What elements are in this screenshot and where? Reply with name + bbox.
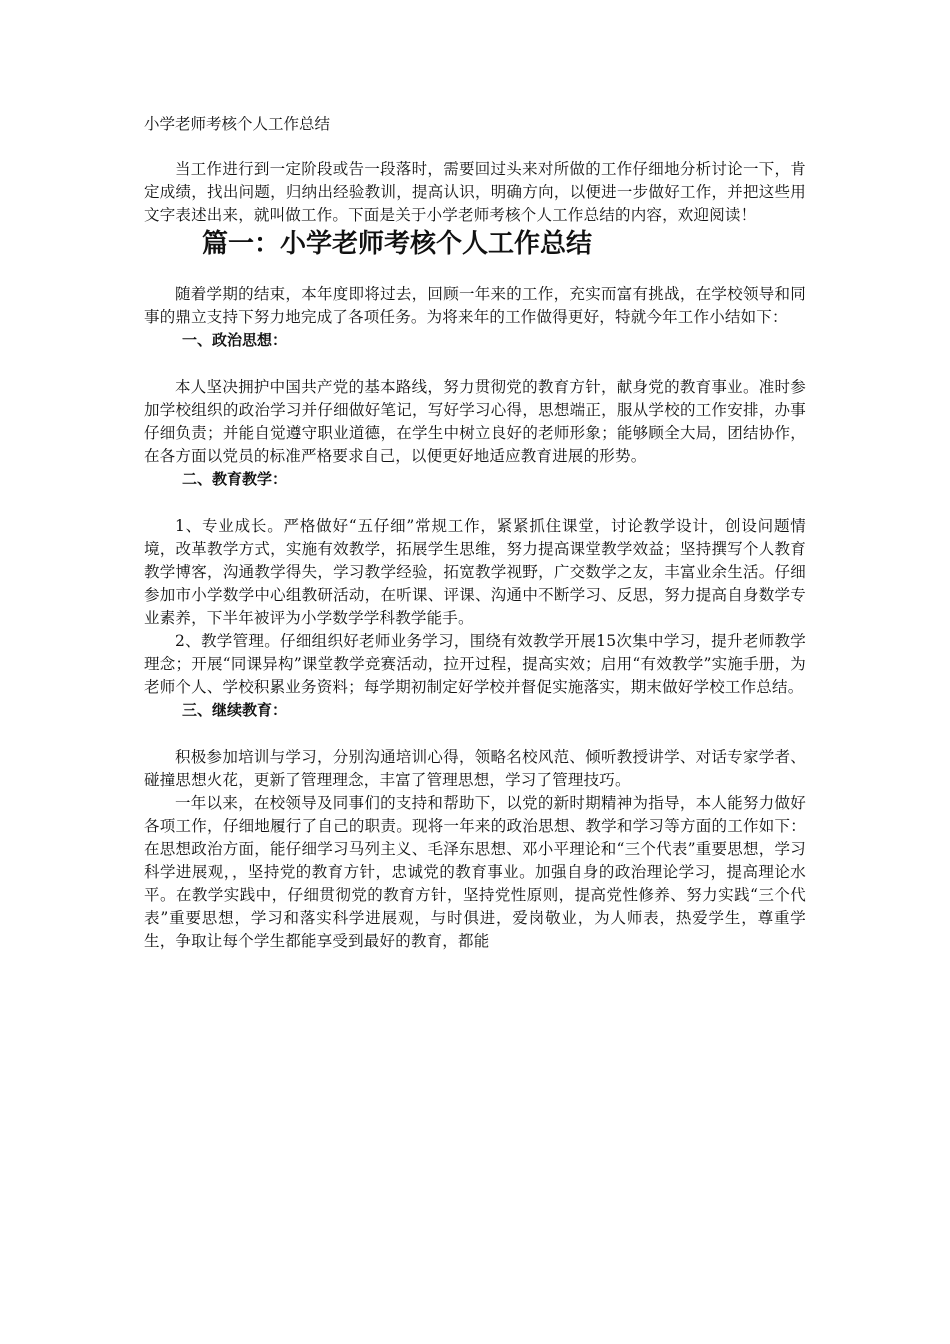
section-paragraph-professional-growth: 1、专业成长。严格做好“五仔细”常规工作，紧紧抓住课堂，讨论教学设计，创设问题情境，改革教学方式，实施有效教学，拓展学生思维，努力提高课堂教学效益；坚持撰写个人教育教学博客，沟通教学得失，学习教学经验，拓宽教学视野，广交数学之友，丰富业余生活。仔细参加市小学数学中心组教研活动，在听课、评课、沟通中不断学习、反思，努力提高自身数学专业素养，下半年被评为小学数学学科教学能手。	[144, 517, 806, 627]
section-paragraph-teaching-management: 2、教学管理。仔细组织好老师业务学习，围绕有效教学开展15次集中学习，提升老师教学理念；开展“同课异构”课堂教学竞赛活动，拉开过程，提高实效；启用“有效教学”实施手册，为老师个人、学校积累业务资料；每学期初制定好学校并督促实施落实，期末做好学校工作总结。	[144, 632, 806, 696]
section-heading-continuing-education: 三、继续教育：	[182, 701, 288, 719]
document-title: 小学老师考核个人工作总结	[144, 115, 331, 133]
opening-paragraph: 随着学期的结束，本年度即将过去，回顾一年来的工作，充实而富有挑战，在学校领导和同事的鼎立支持下努力地完成了各项任务。为将来年的工作做得更好，特就今年工作小结如下：	[144, 285, 806, 326]
intro-paragraph: 当工作进行到一定阶段或告一段落时，需要回过头来对所做的工作仔细地分析讨论一下，肯定成绩，找出问题，归纳出经验教训，提高认识，明确方向，以便进一步做好工作，并把这些用文字表述出来，就叫做工作。下面是关于小学老师考核个人工作总结的内容，欢迎阅读！	[144, 160, 806, 224]
section-heading-teaching: 二、教育教学：	[182, 470, 288, 488]
section-paragraph-politics: 本人坚决拥护中国共产党的基本路线，努力贯彻党的教育方针，献身党的教育事业。准时参加学校组织的政治学习并仔细做好笔记，写好学习心得，思想端正，服从学校的工作安排，办事仔细负责；并能自觉遵守职业道德，在学生中树立良好的老师形象；能够顾全大局，团结协作，在各方面以党员的标准严格要求自己，以便更好地适应教育进展的形势。	[144, 378, 806, 465]
chapter-heading: 篇一：小学老师考核个人工作总结	[202, 229, 593, 259]
section-paragraph-continuing-education: 积极参加培训与学习，分别沟通培训心得，领略名校风范、倾听教授讲学、对话专家学者、碰撞思想火花，更新了管理理念，丰富了管理思想，学习了管理技巧。	[144, 748, 806, 789]
section-heading-politics: 一、政治思想：	[182, 331, 288, 349]
closing-paragraph: 一年以来，在校领导及同事们的支持和帮助下，以党的新时期精神为指导，本人能努力做好各项工作，仔细地履行了自己的职责。现将一年来的政治思想、教学和学习等方面的工作如下：在思想政治方面，能仔细学习马列主义、毛泽东思想、邓小平理论和“三个代表”重要思想，学习科学进展观，，坚持党的教育方针，忠诚党的教育事业。加强自身的政治理论学习，提高理论水平。在教学实践中，仔细贯彻党的教育方针，坚持党性原则，提高党性修养、努力实践“三个代表”重要思想，学习和落实科学进展观，与时俱进，爱岗敬业，为人师表，热爱学生，尊重学生，争取让每个学生都能享受到最好的教育，都能	[144, 794, 806, 950]
document-page	[144, 112, 806, 953]
